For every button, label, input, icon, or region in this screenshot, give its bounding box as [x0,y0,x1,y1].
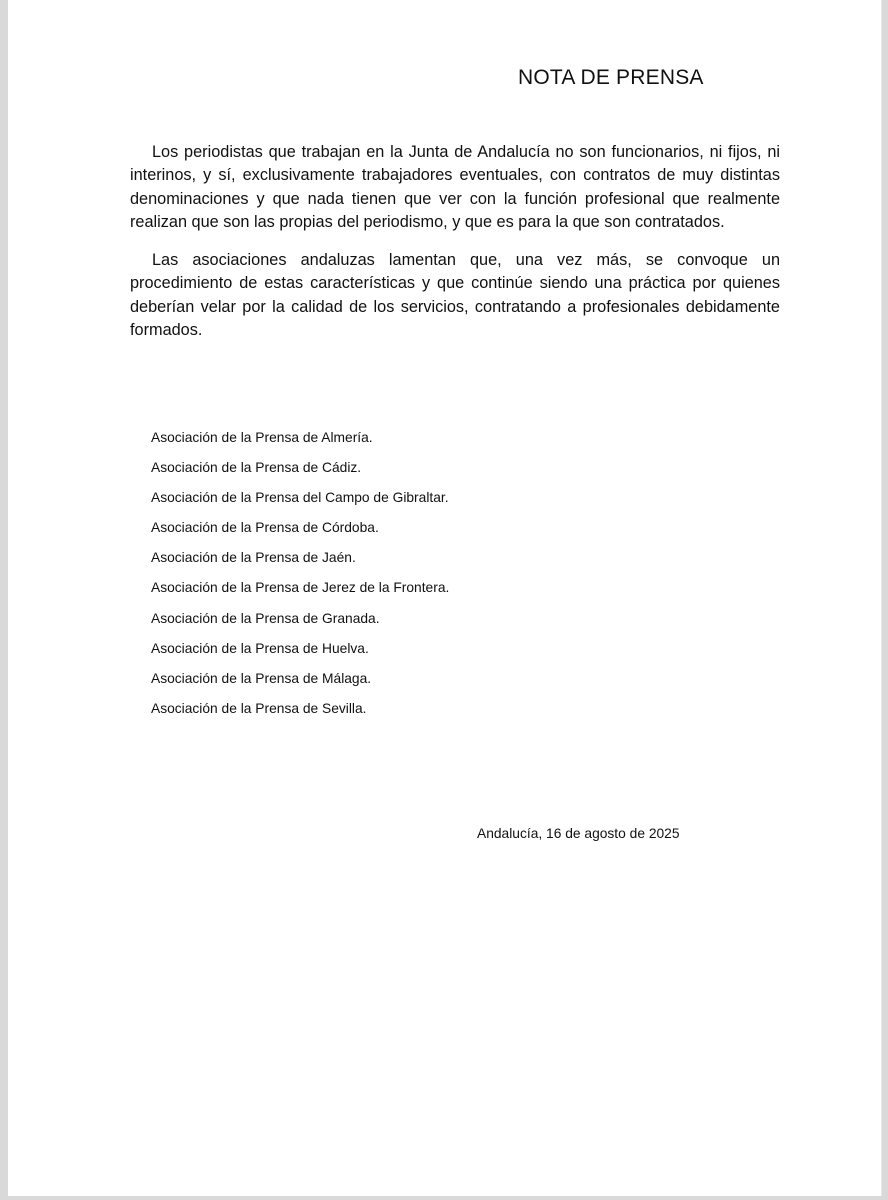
signatory-item: Asociación de la Prensa de Jaén. [151,550,356,566]
signatory-item: Asociación de la Prensa de Cádiz. [151,460,362,476]
signatory-item: Asociación de la Prensa de Málaga. [151,670,372,686]
body-paragraph: Las asociaciones andaluzas lamentan que, una vez más, se convoque un procedimiento de estas características y que continúe siendo una práctica por quienes deberían velar por la calidad de los servicios, contratando a profesionales debidamente formados. [130,251,780,340]
press-release-body [130,141,780,357]
signatory-item: Asociación de la Prensa de Granada. [151,610,380,626]
signatory-item: Asociación de la Prensa de Huelva. [151,640,369,656]
signatory-item: Asociación de la Prensa de Almería. [151,430,373,445]
date-place-line: Andalucía, 16 de agosto de 2025 [477,826,680,841]
signatory-item: Asociación de la Prensa del Campo de Gibraltar. [151,490,449,506]
signatory-item: Asociación de la Prensa de Sevilla. [151,700,367,716]
document-page [8,0,882,1196]
signatories-list [151,428,449,729]
signatory-item: Asociación de la Prensa de Córdoba. [151,520,379,536]
body-paragraph: Los periodistas que trabajan en la Junta de Andalucía no son funcionarios, ni fijos, ni interinos, y sí, exclusivamente trabajadores eventuales, con contratos de muy distintas denominaciones y que nada tienen que ver con la función profesional que realmente realizan que son las propias del periodismo, y que es para la que son contratados. [130,143,780,231]
document-title: NOTA DE PRENSA [518,66,704,89]
signatory-item: Asociación de la Prensa de Jerez de la Frontera. [151,580,450,596]
